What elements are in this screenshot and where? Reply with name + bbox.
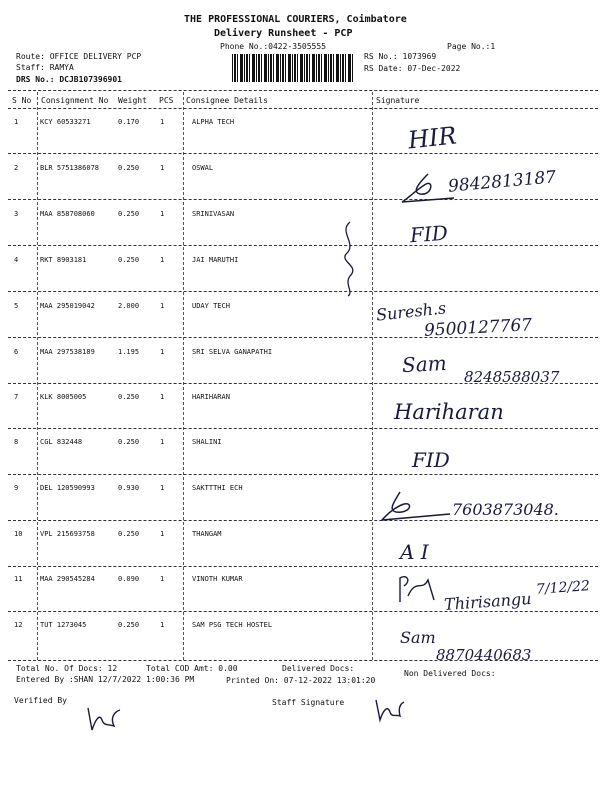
signature-3: FID bbox=[409, 220, 449, 248]
row-consignment: KLK 8005005 bbox=[40, 393, 87, 401]
col-pcs: PCS bbox=[159, 96, 174, 105]
row-pcs: 1 bbox=[160, 530, 165, 538]
row-consignment: TUT 1273045 bbox=[40, 621, 87, 629]
total-docs: Total No. Of Docs: 12 bbox=[16, 664, 118, 673]
row-sno: 10 bbox=[14, 530, 23, 538]
row-consignee: JAI MARUTHI bbox=[192, 256, 239, 264]
row-sno: 2 bbox=[14, 164, 19, 172]
signature-scribble bbox=[394, 572, 444, 606]
staff-signature-mark bbox=[372, 696, 408, 724]
page-number: Page No.:1 bbox=[447, 42, 496, 51]
signature-scribble bbox=[380, 488, 452, 524]
drs-number: DRS No.: DCJB107396901 bbox=[16, 75, 122, 84]
row-weight: 0.250 bbox=[118, 621, 140, 629]
row-consignment: MAA 858708060 bbox=[40, 210, 95, 218]
row-consignment: MAA 295019042 bbox=[40, 302, 95, 310]
row-weight: 0.250 bbox=[118, 438, 140, 446]
row-consignee: THANGAM bbox=[192, 530, 222, 538]
signature-scribble bbox=[336, 218, 366, 298]
row-pcs: 1 bbox=[160, 348, 165, 356]
col-sno: S No bbox=[12, 96, 32, 105]
row-consignment: MAA 297538189 bbox=[40, 348, 95, 356]
row-divider bbox=[8, 611, 598, 612]
row-consignment: KCY 60533271 bbox=[40, 118, 91, 126]
row-divider bbox=[8, 520, 598, 521]
row-pcs: 1 bbox=[160, 438, 165, 446]
row-divider bbox=[8, 474, 598, 475]
row-consignee: VINOTH KUMAR bbox=[192, 575, 243, 583]
row-sno: 4 bbox=[14, 256, 19, 264]
signature-11-date: 7/12/22 bbox=[535, 578, 591, 598]
row-consignee: SAKTTTHI ECH bbox=[192, 484, 243, 492]
signature-5-name: Suresh.s bbox=[375, 298, 448, 325]
row-divider bbox=[8, 153, 598, 154]
signature-8: FID bbox=[412, 448, 450, 472]
row-sno: 3 bbox=[14, 210, 19, 218]
row-pcs: 1 bbox=[160, 302, 165, 310]
row-consignee: SAM PSG TECH HOSTEL bbox=[192, 621, 273, 629]
printed-on: Printed On: 07-12-2022 13:01:20 bbox=[226, 676, 376, 685]
column-separator bbox=[183, 92, 184, 660]
row-consignment: CGL 832448 bbox=[40, 438, 83, 446]
row-consignment: RKT 8903181 bbox=[40, 256, 87, 264]
row-pcs: 1 bbox=[160, 393, 165, 401]
row-sno: 5 bbox=[14, 302, 19, 310]
row-pcs: 1 bbox=[160, 575, 165, 583]
row-pcs: 1 bbox=[160, 164, 165, 172]
row-weight: 0.250 bbox=[118, 393, 140, 401]
document-title: Delivery Runsheet - PCP bbox=[214, 28, 353, 39]
signature-5-phone: 9500127767 bbox=[423, 315, 533, 341]
staff-signature: Staff Signature bbox=[272, 698, 345, 707]
signature-12-phone: 8870440683 bbox=[436, 646, 532, 664]
row-consignment: VPL 215693758 bbox=[40, 530, 95, 538]
row-consignee: HARIHARAN bbox=[192, 393, 230, 401]
verified-by: Verified By bbox=[14, 696, 67, 705]
row-weight: 0.250 bbox=[118, 210, 140, 218]
row-consignment: BLR 5751386078 bbox=[40, 164, 100, 172]
rs-number: RS No.: 1073969 bbox=[364, 52, 437, 61]
signature-11-name: Thirisangu bbox=[443, 588, 533, 615]
row-consignment: DEL 120590993 bbox=[40, 484, 95, 492]
entered-by: Entered By :SHAN 12/7/2022 1:00:36 PM bbox=[16, 675, 195, 684]
divider bbox=[8, 90, 598, 91]
row-pcs: 1 bbox=[160, 210, 165, 218]
row-weight: 0.090 bbox=[118, 575, 140, 583]
row-pcs: 1 bbox=[160, 484, 165, 492]
company-name: THE PROFESSIONAL COURIERS, Coimbatore bbox=[184, 14, 407, 25]
row-sno: 1 bbox=[14, 118, 19, 126]
row-pcs: 1 bbox=[160, 256, 165, 264]
delivered-docs: Delivered Docs: bbox=[282, 664, 355, 673]
row-consignee: UDAY TECH bbox=[192, 302, 230, 310]
column-separator bbox=[37, 92, 38, 660]
row-consignment: MAA 290545284 bbox=[40, 575, 95, 583]
divider bbox=[8, 108, 598, 109]
row-sno: 9 bbox=[14, 484, 19, 492]
route: Route: OFFICE DELIVERY PCP bbox=[16, 52, 142, 61]
row-weight: 0.250 bbox=[118, 256, 140, 264]
row-divider bbox=[8, 337, 598, 338]
col-signature: Signature bbox=[376, 96, 420, 105]
staff: Staff: RAMYA bbox=[16, 63, 74, 72]
signature-12-name: Sam bbox=[400, 628, 436, 647]
rs-date: RS Date: 07-Dec-2022 bbox=[364, 64, 461, 73]
row-sno: 6 bbox=[14, 348, 19, 356]
row-pcs: 1 bbox=[160, 118, 165, 126]
row-weight: 0.250 bbox=[118, 530, 140, 538]
signature-1: HIR bbox=[406, 121, 458, 155]
non-delivered-docs: Non Delivered Docs: bbox=[404, 669, 496, 678]
row-divider bbox=[8, 245, 598, 246]
row-pcs: 1 bbox=[160, 621, 165, 629]
row-divider bbox=[8, 291, 598, 292]
signature-6-phone: 8248588037 bbox=[464, 368, 560, 386]
col-weight: Weight bbox=[118, 96, 147, 105]
signature-10: A I bbox=[400, 540, 429, 564]
row-divider bbox=[8, 199, 598, 200]
row-weight: 2.000 bbox=[118, 302, 140, 310]
row-divider bbox=[8, 428, 598, 429]
col-consignee: Consignee Details bbox=[186, 96, 268, 105]
signature-7: Hariharan bbox=[394, 400, 504, 424]
column-separator bbox=[372, 92, 373, 660]
row-consignee: SHALINI bbox=[192, 438, 222, 446]
row-divider bbox=[8, 566, 598, 567]
verified-by-signature bbox=[84, 704, 124, 734]
row-consignee: SRINIVASAN bbox=[192, 210, 235, 218]
row-sno: 8 bbox=[14, 438, 19, 446]
col-consignment: Consignment No bbox=[41, 96, 109, 105]
row-weight: 1.195 bbox=[118, 348, 140, 356]
row-weight: 0.930 bbox=[118, 484, 140, 492]
row-sno: 7 bbox=[14, 393, 19, 401]
phone-number: Phone No.:0422-3505555 bbox=[220, 42, 326, 51]
signature-2-phone: 9842813187 bbox=[447, 167, 557, 197]
row-sno: 11 bbox=[14, 575, 23, 583]
row-weight: 0.170 bbox=[118, 118, 140, 126]
total-cod: Total COD Amt: 0.00 bbox=[146, 664, 238, 673]
row-consignee: ALPHA TECH bbox=[192, 118, 235, 126]
row-consignee: SRI SELVA GANAPATHI bbox=[192, 348, 273, 356]
row-consignee: OSWAL bbox=[192, 164, 214, 172]
barcode bbox=[232, 54, 354, 82]
signature-9-phone: 7603873048. bbox=[452, 500, 559, 519]
signature-6-name: Sam bbox=[401, 350, 448, 378]
row-weight: 0.250 bbox=[118, 164, 140, 172]
row-sno: 12 bbox=[14, 621, 23, 629]
